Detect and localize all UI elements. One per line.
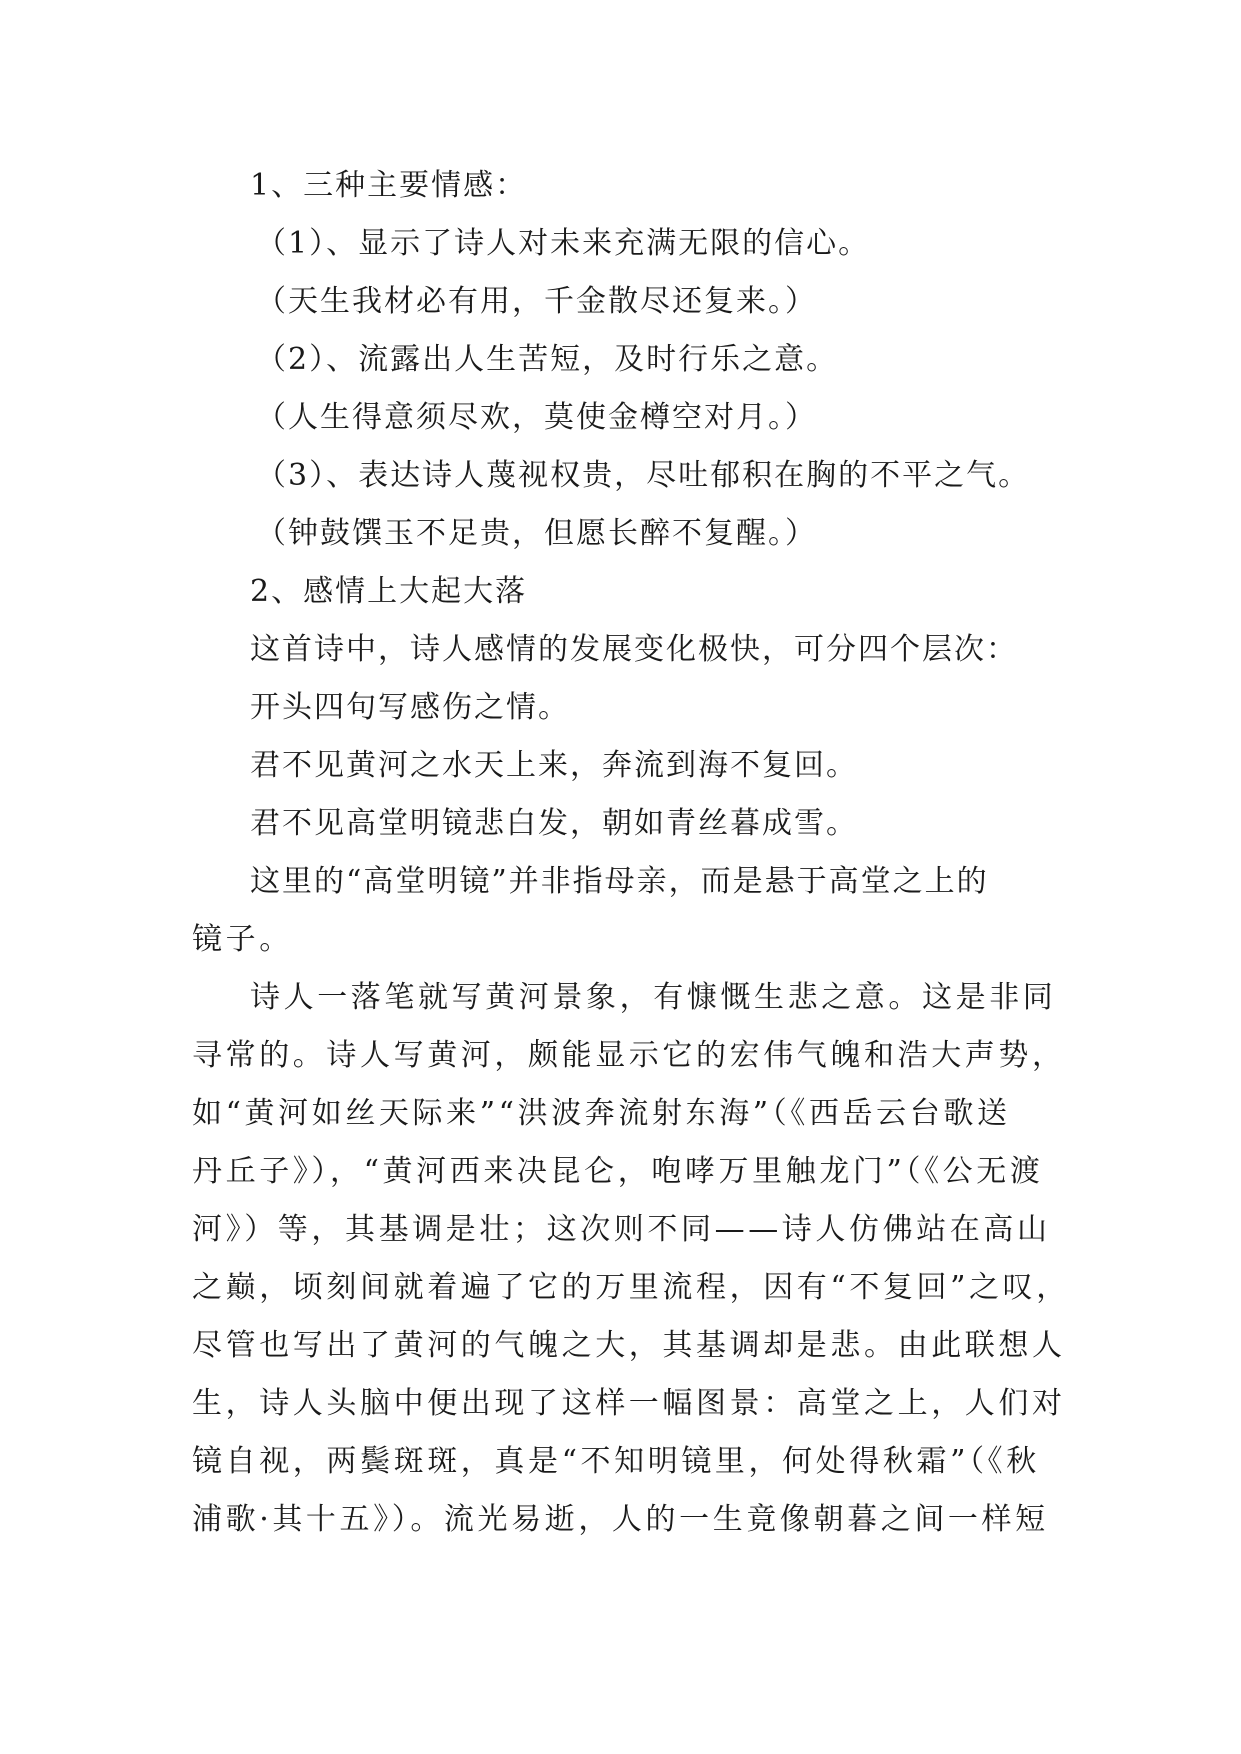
- paragraph-line: 如“黄河如丝天际来”“洪波奔流射东海”（《西岳云台歌送: [192, 1096, 1011, 1131]
- paragraph-line: 河》）等，其基调是壮；这次则不同——诗人仿佛站在高山: [192, 1212, 1051, 1247]
- paragraph-line: 寻常的。诗人写黄河，颇能显示它的宏伟气魄和浩大声势，: [192, 1038, 1066, 1073]
- emotion-quote-3: （钟鼓馔玉不足贵，但愿长醉不复醒。）: [256, 516, 817, 551]
- emotion-item-3: （3）、表达诗人蔑视权贵，尽吐郁积在胸的不平之气。: [256, 458, 1031, 493]
- poem-line: 君不见黄河之水天上来，奔流到海不复回。: [250, 748, 858, 783]
- heading-emotional-swings: 2、感情上大起大落: [250, 574, 528, 609]
- paragraph-line: 尽管也写出了黄河的气魄之大，其基调却是悲。由此联想人: [192, 1328, 1066, 1363]
- paragraph-line: 开头四句写感伤之情。: [250, 690, 570, 725]
- paragraph-line: 之巅，顷刻间就着遍了它的万里流程，因有“不复回”之叹，: [192, 1270, 1070, 1305]
- paragraph-line: 镜子。: [192, 922, 293, 957]
- emotion-item-1: （1）、显示了诗人对未来充满无限的信心。: [256, 226, 871, 261]
- paragraph-line: 镜自视，两鬓斑斑，真是“不知明镜里，何处得秋霜”（《秋: [192, 1444, 1040, 1479]
- emotion-quote-2: （人生得意须尽欢，莫使金樽空对月。）: [256, 400, 817, 435]
- paragraph-line: 丹丘子》），“黄河西来决昆仑，咆哮万里触龙门”（《公无渡: [192, 1154, 1044, 1189]
- heading-three-emotions: 1、三种主要情感：: [250, 168, 528, 203]
- poem-line: 君不见高堂明镜悲白发，朝如青丝暮成雪。: [250, 806, 858, 841]
- paragraph-line: 浦歌·其十五》）。流光易逝，人的一生竟像朝暮之间一样短: [192, 1502, 1049, 1537]
- emotion-quote-1: （天生我材必有用，千金散尽还复来。）: [256, 284, 817, 319]
- paragraph-line: 这里的“高堂明镜”并非指母亲，而是悬于高堂之上的: [250, 864, 989, 899]
- paragraph-line: 诗人一落笔就写黄河景象，有慷慨生悲之意。这是非同: [250, 980, 1057, 1015]
- paragraph-line: 这首诗中，诗人感情的发展变化极快，可分四个层次：: [250, 632, 1018, 667]
- emotion-item-2: （2）、流露出人生苦短，及时行乐之意。: [256, 342, 839, 377]
- paragraph-line: 生，诗人头脑中便出现了这样一幅图景：高堂之上，人们对: [192, 1386, 1066, 1421]
